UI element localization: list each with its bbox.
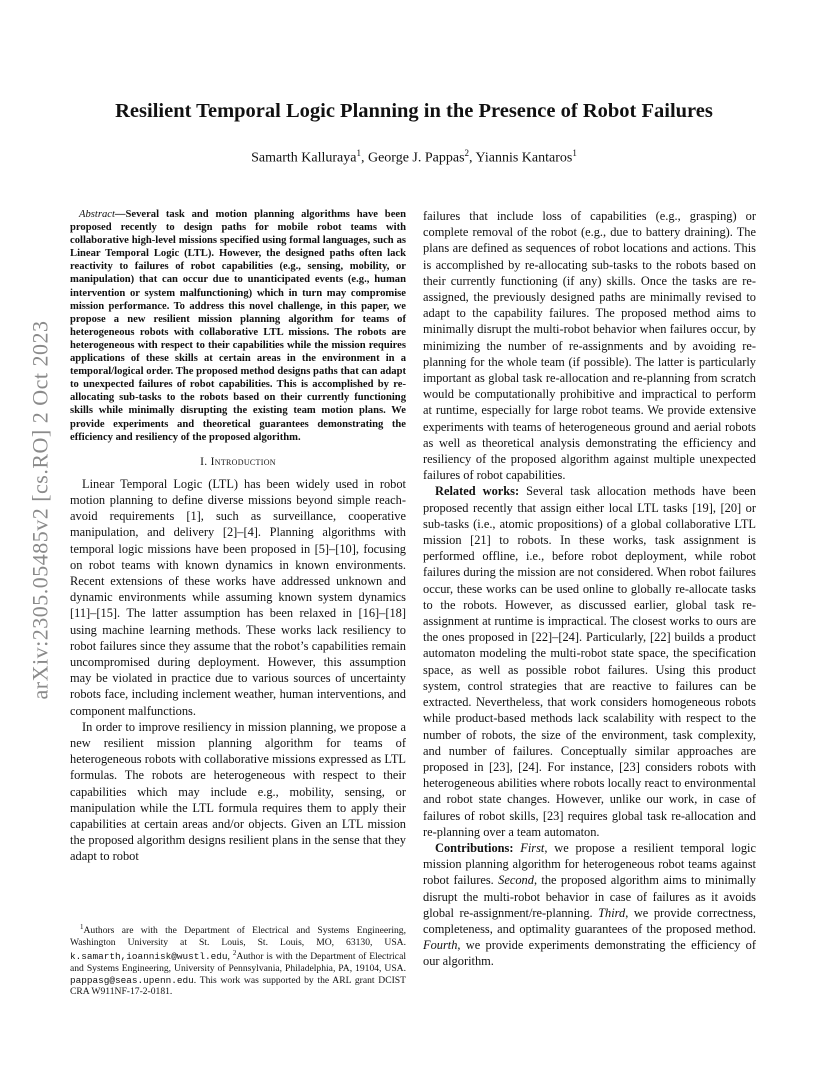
affiliation-marker: 1 xyxy=(572,148,577,158)
author-email: k.samarth,ioannisk@wustl.edu xyxy=(70,951,228,963)
arxiv-identifier-stamp xyxy=(20,300,60,720)
footnote-separator: , xyxy=(227,951,233,963)
abstract-label: Abstract xyxy=(79,209,115,220)
third-label: Third xyxy=(598,905,626,920)
second-text: , the proposed algorithm aims to minimally disrupt the multi-robot behavior in case of failures as it avoids global re-assignment/re-planning. xyxy=(423,873,756,920)
related-works-text: Several task allocation methods have been proposed recently that assign either local LTL tasks [19], [20] or sub-tasks (i.e., atomic propositions) of a global collaborative LTL mission [21] to robots. In these works, task assignment is performed offline, i.e., before robot deployment, while robot failures during the mission are not considered. When robot failures occur, these works can be used online to globally re-allocate tasks to the robots. However, as discussed earlier, global task re-assignment at runtime is impractical. The closest works to ours are the ones proposed in [22]–[24]. Particularly, [22] builds a product automaton modeling the multi-robot state space, the specification space, as well as possible robot failures. Using this product system, control strategies that are reactive to failures can be extracted. Nevertheless, that work considers homogeneous robots while product-based methods lack scalability with respect to the number of robots, the size of the environment, task complexity, and number of failures. Conceptually similar approaches are proposed in [23], [24]. For instance, [23] considers robots with heterogeneous abilities where robots locally react to environmental and robot state changes. However, unlike our work, in case of failures of robot skills, [23] requires global task re-allocation and re-planning over a team automaton. xyxy=(423,484,756,839)
related-works-heading: Related works: xyxy=(435,484,520,499)
intro-paragraph-continuation: failures that include loss of capabilities (e.g., grasping) or complete removal of the robot (e.g., due to battery draining). The plans are defined as sequences of robot locations and actions. This is accomplished by re-allocating sub-tasks to the robots based on their currently functioning (if any) skills. Once the tasks are re-assigned, the previously designed paths are minimally revised to adapt to the capability failures. The proposed method aims to minimally disrupt the multi-robot behavior when failures occur, by minimizing the number of re-assignments and by avoiding re-planning for the whole team (if possible). The latter is particularly important as global task re-allocation and re-planning from scratch would be computationally prohibitive and impractical to perform at runtime, especially for large robot teams. We provide extensive experiments with teams of heterogeneous ground and aerial robots as well as theoretical analysis demonstrating the efficiency and resiliency of the proposed algorithm against multiple unexpected failures of robot capabilities. xyxy=(423,209,756,483)
section-heading xyxy=(70,456,406,468)
footnote-marker: 1 xyxy=(80,923,84,931)
second-label: Second xyxy=(498,873,534,888)
affiliation-marker: 1 xyxy=(356,148,361,158)
author-list xyxy=(0,148,828,167)
first-text: , we propose a resilient temporal logic mission planning algorithm for heterogeneous robot teams against robot failures. xyxy=(423,840,756,888)
fourth-label: Fourth xyxy=(423,938,458,953)
third-text: , we provide correctness, completeness, and optimality guarantees of the proposed method. xyxy=(423,905,757,936)
author-name: , Yiannis Kantaros xyxy=(469,150,573,166)
footnote-text: . This work was supported by the ARL grant DCIST CRA W911NF-17-2-0181. xyxy=(70,974,406,998)
section-number: I. xyxy=(200,455,211,468)
affiliation-footnote xyxy=(70,922,406,998)
intro-paragraph: Linear Temporal Logic (LTL) has been widely used in robot motion planning to define diverse missions beyond simple reach-avoid requirements [1], such as surveillance, cooperative manipulation, and delivery [2]–[4]. Planning algorithms with temporal logic missions have been proposed in [5]–[10], focusing on robot teams with known dynamics in known environments. Recent extensions of these works have addressed unknown and dynamic environments while assuming known system dynamics [11]–[15]. The latter assumption has been relaxed in [16]–[18] using machine learning methods. These works lack resiliency to robot failures since they assume that the robot’s capabilities remain uncompromised during deployment. However, this assumption may be violated in practice due to various sources of uncertainty robots face, including inclement weather, human interventions, and component malfunctions. xyxy=(70,476,406,718)
section-title: Introduction xyxy=(210,455,276,468)
fourth-text: , we provide experiments demonstrating the efficiency of our algorithm. xyxy=(423,938,756,969)
abstract-text: Several task and motion planning algorithms have been proposed recently to design paths for mobile robot teams with collaborative high-level missions specified using formal languages, such as Linear Temporal Logic (LTL). However, the designed paths often lack reactivity to failures of robot capabilities (e.g., sensing, mobility, or manipulation) that can occur due to unanticipated events (e.g., human intervention or system malfunctioning) which in turn may compromise mission performance. To address this novel challenge, in this paper, we propose a new resilient mission planning algorithm for teams of heterogeneous robots with collaborative LTL missions. The robots are heterogeneous with respect to their capabilities while the mission requires applications of these skills at certain areas in the environment in a temporal/logical order. The proposed method designs paths that can adapt to unexpected failures of robot capabilities. This is accomplished by re-allocating sub-tasks to the robots based on their currently functioning skills while minimally disrupting the existing team motion plans. We provide experiments and theoretical guarantees demonstrating the efficiency and resiliency of the proposed algorithm. xyxy=(70,209,406,443)
author-name: Samarth Kalluraya xyxy=(251,150,357,166)
right-column xyxy=(423,208,756,970)
affiliation-marker: 2 xyxy=(464,148,470,158)
first-label: First xyxy=(520,840,545,855)
paper-title: Resilient Temporal Logic Planning in the Presence of Robot Failures xyxy=(115,100,713,122)
contributions-paragraph xyxy=(423,840,756,970)
author-email: pappasg@seas.upenn.edu xyxy=(70,974,194,986)
arxiv-id-text: arXiv:2305.05485v2 [cs.RO] 2 Oct 2023 xyxy=(27,320,53,700)
author-name: , George J. Pappas xyxy=(360,150,465,166)
footnote-marker: 2 xyxy=(232,949,237,958)
intro-paragraph: In order to improve resiliency in mission planning, we propose a new resilient mission planning algorithm for teams of heterogeneous robots with collaborative missions expressed as LTL formulas. The robots are heterogeneous with respect to their capabilities which may include e.g., mobility, sensing, or manipulation while the LTL formula requires them to apply their capabilities at certain areas and/or objects. Given an LTL mission the proposed algorithm designs resilient plans in the sense that they adapt to robot xyxy=(70,719,406,864)
related-works-paragraph xyxy=(423,483,756,839)
footnote-text: Author is with the Department of Electrical and Systems Engineering, University of Pennsylvania, Philadelphia, PA, 19104, USA. xyxy=(70,951,406,975)
contributions-heading: Contributions: xyxy=(435,840,514,855)
left-column xyxy=(70,208,406,865)
abstract xyxy=(70,208,406,444)
footnote-text: Authors are with the Department of Electrical and Systems Engineering, Washington University at St. Louis, St. Louis, MO, 63130, USA. xyxy=(70,925,406,948)
abstract-dash: — xyxy=(114,209,126,220)
